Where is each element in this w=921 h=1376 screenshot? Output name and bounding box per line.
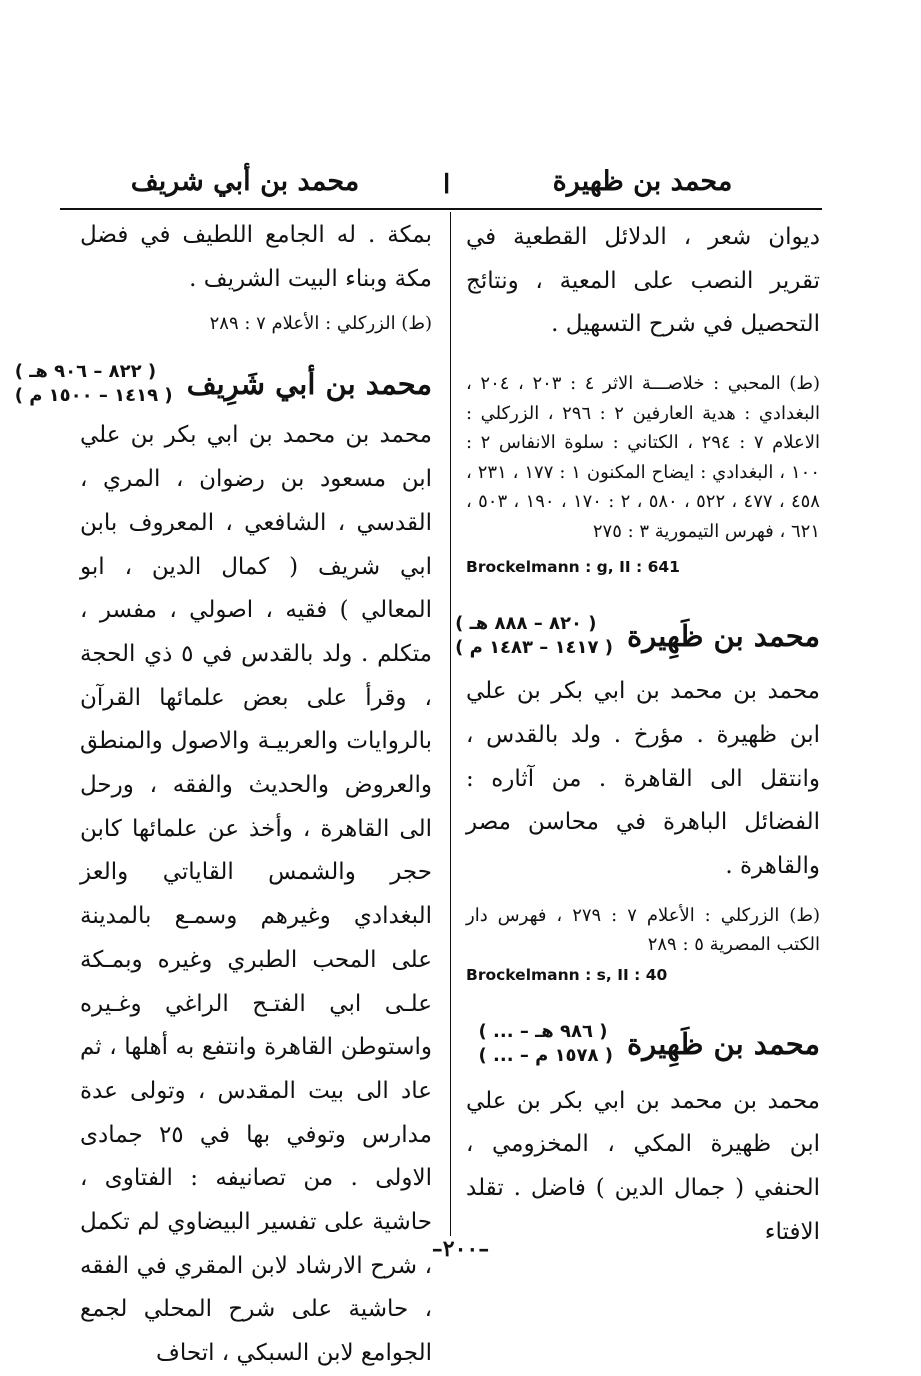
entry-heading (455, 612, 820, 660)
entry-name: محمد بن أبي شَرِيف (186, 367, 432, 402)
entry-continuation-text: ديوان شعر ، الدلائل القطعية في تقرير النصب على المعية ، ونتائج التحصيل في شرح التسهيل . (466, 224, 820, 338)
entry-sources: (ط) المحبي : خلاصـــة الاثر ٤ : ٢٠٣ ، ٢٠٤ ، البغدادي : هدية العارفين ٢ : ٢٩٦ ، الزركلي : الاعلام ٧ : ٢٩٤ ، الكتاني : سلوة الانفاس ٢ : ١٠٠ ، البغدادي : ايضاح المكنون ١ : ١٧٧ ، ٢٣١ ، ٤٥٨ ، ٤٧٧ ، ٥٢٢ ، ٥٨٠ ، ٢ : ١٧٠ ، ١٩٠ ، ٥٠٣ ، ٦٢١ ، فهرس التيمورية ٣ : ٢٧٥ (466, 373, 820, 542)
entry-dates (479, 1020, 613, 1068)
entry-heading (466, 1020, 820, 1068)
page-number: –٢٠٠– (431, 1236, 490, 1262)
entry-dates (15, 360, 173, 408)
dates-gregorian: ( ١٤١٩ – ١٥٠٠ م ) (14, 385, 173, 407)
entry-heading (14, 360, 432, 408)
right-column (455, 214, 820, 1254)
dates-gregorian: ( ١٤١٧ – ١٤٨٣ م ) (455, 637, 614, 659)
entry-dates (455, 612, 613, 660)
header-rule (60, 208, 822, 210)
dates-hijri: ( ٨٢٢ – ٩٠٦ هـ ) (14, 361, 157, 383)
left-column (14, 214, 432, 1376)
entry-name: محمد بن ظَهِيرة (627, 619, 820, 654)
entry-name: محمد بن ظَهِيرة (627, 1026, 820, 1061)
entry-sources: (ط) الزركلي : الأعلام ٧ : ٢٨٩ (209, 313, 432, 335)
entry-text: محمد بن محمد بن ابي بكر بن علي ابن ظهيرة . مؤرخ . ولد بالقدس ، وانتقل الى القاهرة . من آثاره : الفضائل الباهرة في محاسن مصر والقاهرة . (466, 678, 820, 879)
dates-gregorian: ( ... – ١٥٧٨ م ) (478, 1044, 614, 1066)
dates-hijri: ( ... – ٩٨٦ هـ ) (478, 1020, 608, 1042)
entry-text: محمد بن محمد بن ابي بكر بن علي ابن ظهيرة المكي ، المخزومي ، الحنفي ( جمال الدين ) فاضل . تقلد الافتاء (466, 1087, 820, 1245)
entry-continuation-text: بمكة . له الجامع اللطيف في فضل مكة وبناء البيت الشريف . (80, 222, 432, 292)
header-separator: ا (443, 170, 451, 200)
running-header-right: محمد بن ظهيرة (552, 166, 733, 197)
brockelmann-reference: Brockelmann : g, II : 641 (466, 558, 680, 577)
running-header-left: محمد بن أبي شريف (130, 166, 360, 197)
column-divider (450, 212, 451, 1236)
entry-sources: (ط) الزركلي : الأعلام ٧ : ٢٧٩ ، فهرس دار الكتب المصرية ٥ : ٢٨٩ (466, 904, 820, 956)
brockelmann-reference: Brockelmann : s, II : 40 (466, 965, 668, 984)
entry-text: محمد بن محمد بن ابي بكر بن علي ابن مسعود بن رضوان ، المري ، القدسي ، الشافعي ، المعروف بابن ابي شريف ( كمال الدين ، ابو المعالي ) فقيه ، اصولي ، مفسر ، متكلم . ولد بالقدس في ٥ ذي الحجة ، وقرأ على بعض علمائها القرآن بالروايات والعربيـة والاصول والمنطق والعروض والحديث والفقه ، ورحل الى القاهرة ، وأخذ عن علمائها كابن حجر والشمس القاياتي والعز البغدادي وغيرهم وسمـع بالمدينة على المحب الطبري وغيره وبمـكة علـى ابي الفتـح الراغي وغـيره واستوطن القاهرة وانتفع به أهلها ، ثم عاد الى بيت المقدس ، وتولى عدة مدارس وتوفي بها في ٢٥ جمادى الاولى . من تصانيفه : الفتاوى ، حاشية على تفسير البيضاوي لم تكمل ، شرح الارشاد لابن المقري في الفقه ، حاشية على شرح المحلي لجمع الجوامع لابن السبكي ، اتحاف (80, 422, 432, 1367)
dates-hijri: ( ٨٢٠ – ٨٨٨ هـ ) (455, 613, 597, 635)
